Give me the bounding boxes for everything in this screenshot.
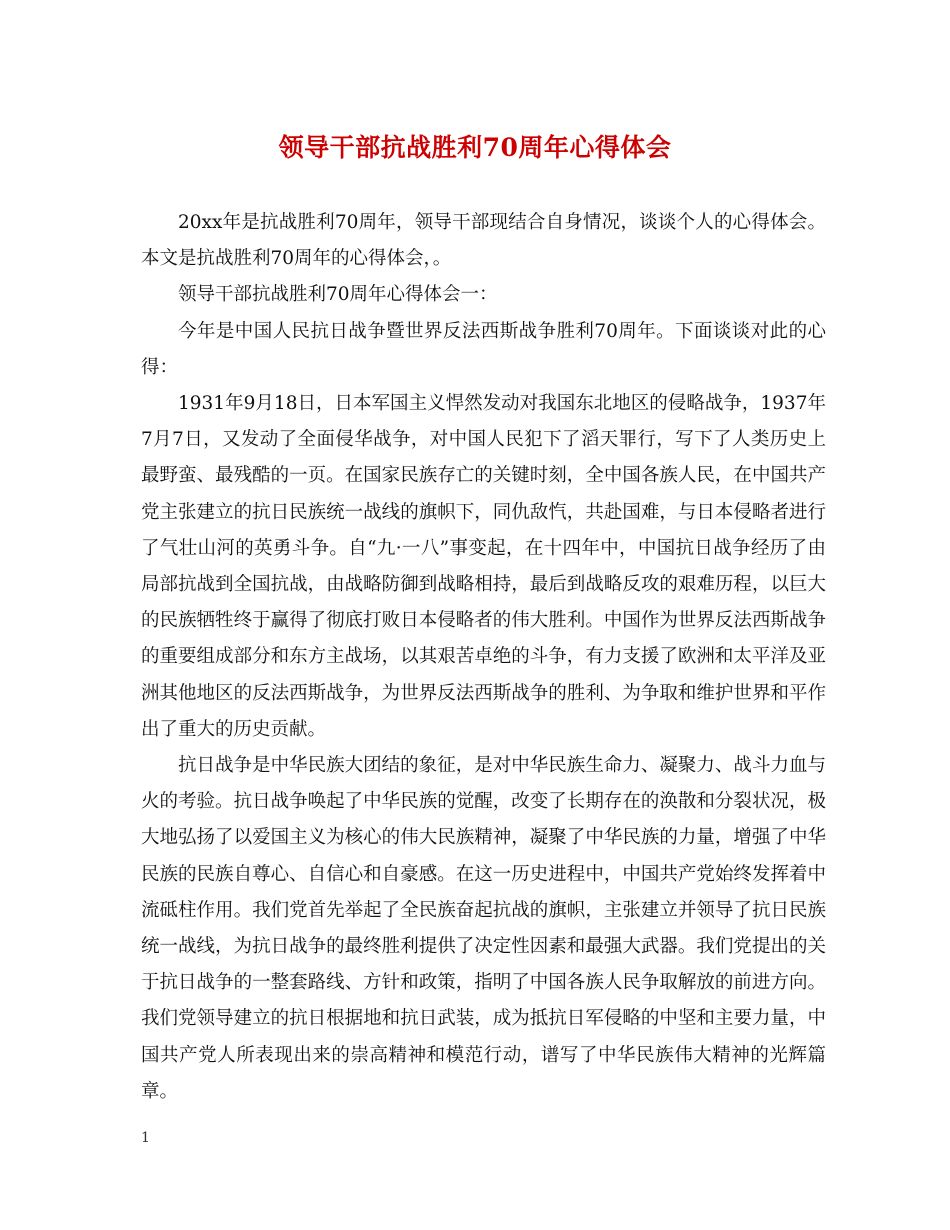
paragraph-unity: 抗日战争是中华民族大团结的象征，是对中华民族生命力、凝聚力、战斗力血与火的考验。抗日战争唤起了中华民族的觉醒，改变了长期存在的涣散和分裂状况，极大地弘扬了以爱国主义为核心的伟大民族精神，凝聚了中华民族的力量，增强了中华民族的民族自尊心、自信心和自豪感。在这一历史进程中，中国共产党始终发挥着中流砥柱作用。我们党首先举起了全民族奋起抗战的旗帜，主张建立并领导了抗日民族统一战线，为抗日战争的最终胜利提供了决定性因素和最强大武器。我们党提出的关于抗日战争的一整套路线、方针和政策，指明了中国各族人民争取解放的前进方向。我们党领导建立的抗日根据地和抗日武装，成为抵抗日军侵略的中坚和主要力量，中国共产党人所表现出来的崇高精神和模范行动，谱写了中华民族伟大精神的光辉篇章。 <box>141 755 826 1102</box>
paragraph-history: 1931年9月18日，日本军国主义悍然发动对我国东北地区的侵略战争，1937年7月7日，又发动了全面侵华战争，对中国人民犯下了滔天罪行，写下了人类历史上最野蛮、最残酷的一页。在国家民族存亡的关键时刻，全中国各族人民，在中国共产党主张建立的抗日民族统一战线的旗帜下，同仇敌忾，共赴国难，与日本侵略者进行了气壮山河的英勇斗争。自“九·一八”事变起，在十四年中，中国抗日战争经历了由局部抗战到全国抗战，由战略防御到战略相持，最后到战略反攻的艰难历程，以巨大的民族牺牲终于赢得了彻底打败日本侵略者的伟大胜利。中国作为世界反法西斯战争的重要组成部分和东方主战场，以其艰苦卓绝的斗争，有力支援了欧洲和太平洋及亚洲其他地区的反法西斯战争，为世界反法西斯战争的胜利、为争取和维护世界和平作出了重大的历史贡献。 <box>141 393 826 740</box>
page-number: 1 <box>141 1130 150 1146</box>
paragraph-section-heading: 领导干部抗战胜利70周年心得体会一： <box>178 284 498 306</box>
document-title: 领导干部抗战胜利70周年心得体会 <box>278 133 672 162</box>
paragraph-intro: 20xx年是抗战胜利70周年，领导干部现结合自身情况，谈谈个人的心得体会。本文是抗战胜利70周年的心得体会，。 <box>141 212 826 270</box>
document-body <box>141 205 826 1110</box>
paragraph-opening: 今年是中国人民抗日战争暨世界反法西斯战争胜利70周年。下面谈谈对此的心得： <box>141 320 826 378</box>
